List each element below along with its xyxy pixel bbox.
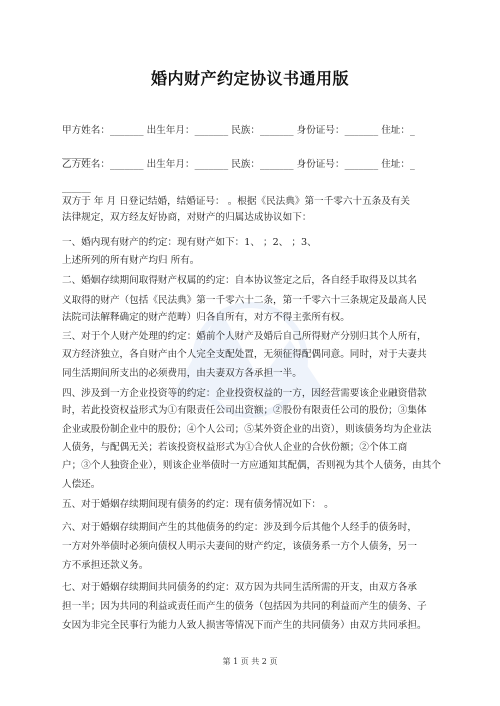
body-line: 义取得的财产（包括《民法典》第一千零六十二条，第一千零六十三条规定及最高人民 (62, 295, 427, 306)
body-line: 法院司法解释确定的财产范畴）归各自所有，对方不得主张所有权。 (62, 312, 350, 323)
body-line: 乙方姓名：_______ 出生年月：_______ 民族：_______ 身份证号：_______ 住址：_ (62, 159, 415, 170)
document-title: 婚内财产约定协议书通用版 (150, 69, 349, 88)
body-line: 四、涉及到一方企业投资等的约定：企业投资权益的一方，因经营需要该企业融资借款 (62, 388, 427, 399)
body-line: 甲方姓名：_______ 出生年月：_______ 民族：_______ 身份证号：_______ 住址：_ (62, 125, 415, 136)
body-line: 一方对外举债时必须向债权人明示夫妻间的财产约定，该债务系一方个人债务，另一 (62, 541, 417, 552)
body-line: 七、对于婚姻存续期间共同债务的约定：双方因为共同生活所需的开支，由双方各承 (62, 582, 417, 593)
body-line: 六、对于婚姻存续期间产生的其他债务的约定：涉及到今后其他个人经手的债务时， (62, 522, 417, 533)
body-line: ______ (62, 148, 91, 159)
body-line: 人债务，与配偶无关；若该投资权益形式为①合伙人企业的合伙份额；②个体工商 (62, 442, 408, 453)
body-line: 法律规定，双方经友好协商，对财产的归属达成协议如下： (62, 212, 312, 223)
body-line: 方不承担还款义务。 (62, 560, 149, 571)
body-line: 户；③个人独资企业），则该企业举债时一方应通知其配偶，否则视为其个人债务，由其个 (62, 460, 441, 471)
body-line: 一、婚内现有财产的约定：现有财产如下：1、 ；2、 ；3、 (62, 237, 317, 248)
body-line: 企业或股份制企业中的股份；④个人公司；⑤某外资企业的出资），则该债务均为企业法 (62, 424, 432, 435)
page-footer: 第 1 页 共 2 页 (222, 657, 278, 666)
body-line: 双方于 年 月 日登记结婚，结婚证号： 。根据《民法典》第一千零六十五条及有关 (62, 196, 410, 207)
body-line: 担一半；因为共同的利益或责任而产生的债务（包括因为共同的利益而产生的债务、子 (62, 601, 427, 612)
body-line: 二、婚姻存续期间取得财产权属的约定：自本协议签定之后，各自经手取得及以其名 (62, 275, 417, 286)
body-line: 人偿还。 (62, 479, 101, 490)
body-line: 时，若此投资权益形式为①有限责任公司出资额；②股份有限责任公司的股份；③集体 (62, 405, 427, 416)
body-line: ______ (62, 182, 91, 193)
body-line: 上述所列的所有财产均归 所有。 (62, 255, 200, 266)
body-line: 女因为非完全民事行为能力人致人损害等情况下而产生的共同债务）由双方共同承担。 (62, 620, 427, 631)
body-line: 同生活期间所支出的必须费用，由夫妻双方各承担一半。 (62, 368, 302, 379)
body-line: 五、对于婚姻存续期间现有债务的约定：现有债务情况如下： 。 (62, 499, 334, 510)
body-line: 三、对于个人财产处理的约定：婚前个人财产及婚后自己所得财产分别归其个人所有， (62, 331, 427, 342)
body-line: 双方经济独立，各自财产由个人完全支配处置，无须征得配偶同意。同时，对于夫妻共 (62, 349, 427, 360)
